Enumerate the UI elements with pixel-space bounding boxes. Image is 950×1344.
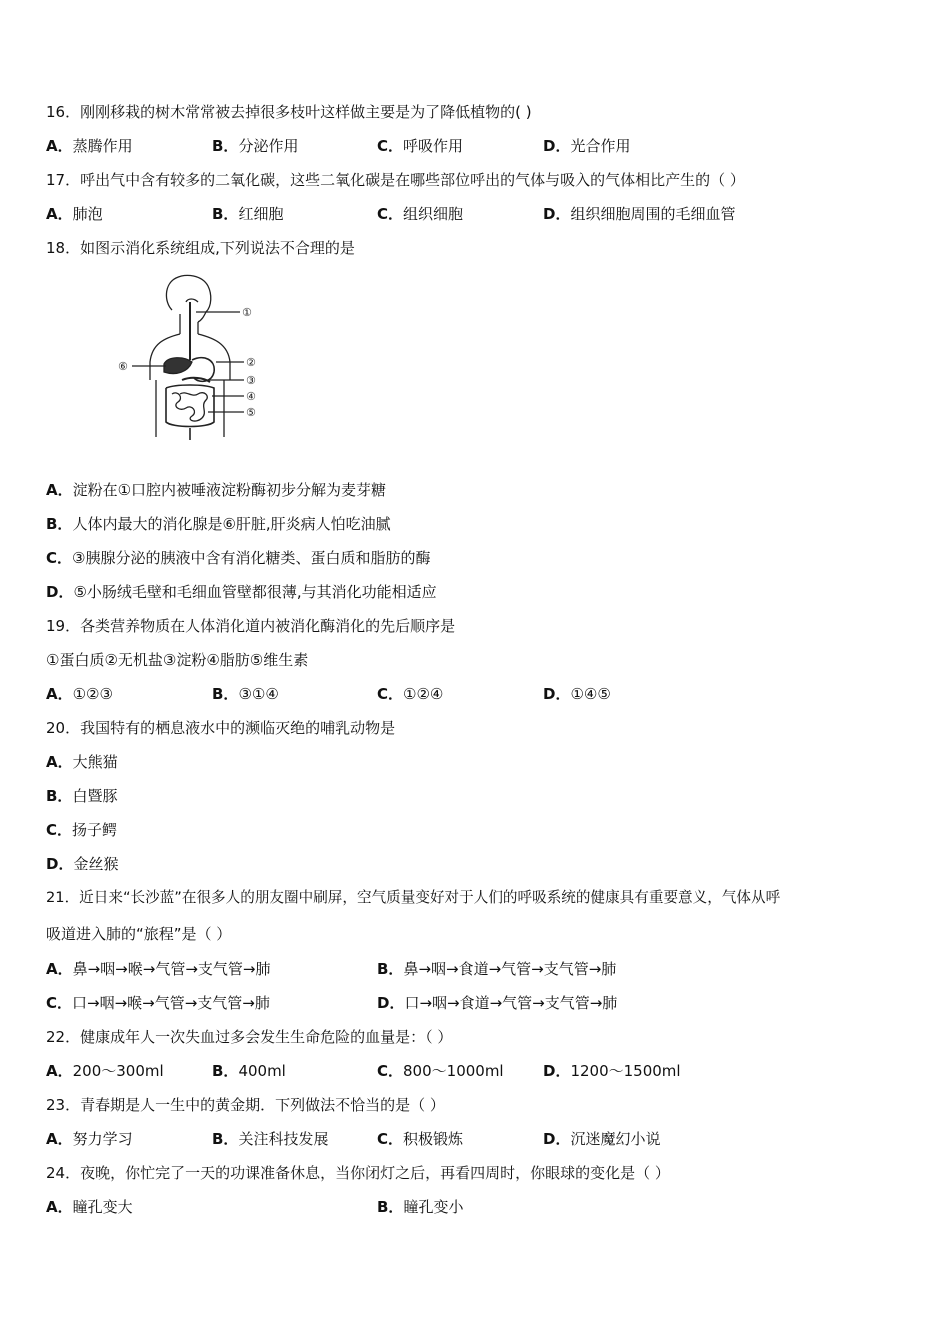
q19-stem: 19．各类营养物质在人体消化道内被消化酶消化的先后顺序是 [46,617,456,635]
q22-options [46,1060,906,1082]
figure-label-2: ② [246,356,256,369]
q19-option-c[interactable]: C．①②④ [377,685,444,703]
q20-stem: 20．我国特有的栖息液水中的濒临灭绝的哺乳动物是 [46,719,396,737]
figure-label-6: ⑥ [118,360,128,373]
q16-option-b[interactable]: B．分泌作用 [212,137,299,155]
q17-options [46,203,906,225]
figure-label-5: ⑤ [246,406,256,419]
q24-option-b[interactable]: B．瞳孔变小 [377,1198,464,1216]
figure-label-1: ① [242,306,252,319]
q22-option-b[interactable]: B．400ml [212,1062,286,1080]
q23-option-c[interactable]: C．积极锻炼 [377,1130,464,1148]
q16-option-d[interactable]: D．光合作用 [543,137,631,155]
q21-stem-line1: 21．近日来“长沙蓝”在很多人的朋友圈中刷屏，空气质量变好对于人们的呼吸系统的健康具有重要意义，气体从呼 [46,889,781,906]
q23-option-b[interactable]: B．关注科技发展 [212,1130,329,1148]
small-intestine [172,393,207,421]
q23-option-d[interactable]: D．沉迷魔幻小说 [543,1130,661,1148]
mouth-cavity [186,299,198,302]
q24-option-a[interactable]: A．瞳孔变大 [46,1198,133,1216]
liver-shape [164,358,192,374]
q21-option-d[interactable]: D．口→咽→食道→气管→支气管→肺 [377,994,618,1012]
q21-option-c[interactable]: C．口→咽→喉→气管→支气管→肺 [46,994,270,1012]
q17-stem: 17．呼出气中含有较多的二氧化碳，这些二氧化碳是在哪些部位呼出的气体与吸入的气体相比产生的（ ） [46,171,745,189]
figure-label-3: ③ [246,374,256,387]
large-intestine [166,385,214,427]
q19-option-d[interactable]: D．①④⑤ [543,685,611,703]
q18-option-b[interactable]: B．人体内最大的消化腺是⑥肝脏,肝炎病人怕吃油腻 [46,515,391,533]
q20-option-a[interactable]: A．大熊猫 [46,753,118,771]
q20-option-b[interactable]: B．白暨豚 [46,787,118,805]
q23-options [46,1128,906,1150]
q22-option-d[interactable]: D．1200～1500ml [543,1062,681,1080]
q22-option-c[interactable]: C．800～1000ml [377,1062,504,1080]
q16-stem: 16．刚刚移栽的树木常常被去掉很多枝叶这样做主要是为了降低植物的( ) [46,103,532,121]
figure-label-4: ④ [246,390,256,403]
q20-option-c[interactable]: C．扬子鳄 [46,821,118,839]
q17-option-d[interactable]: D．组织细胞周围的毛细血管 [543,205,736,223]
q23-stem: 23．青春期是人一生中的黄金期．下列做法不恰当的是（ ） [46,1096,445,1114]
q21-stem-line2: 吸道进入肺的“旅程”是（ ） [46,925,232,943]
digestive-system-figure [112,272,272,447]
q19-sub: ①蛋白质②无机盐③淀粉④脂肪⑤维生素 [46,651,309,669]
q21-option-b[interactable]: B．鼻→咽→食道→气管→支气管→肺 [377,960,617,978]
q17-option-b[interactable]: B．红细胞 [212,205,284,223]
q23-option-a[interactable]: A．努力学习 [46,1130,133,1148]
q16-option-a[interactable]: A．蒸腾作用 [46,137,133,155]
q18-option-c[interactable]: C．③胰腺分泌的胰液中含有消化糖类、蛋白质和脂肪的酶 [46,549,431,567]
q24-options [46,1196,906,1218]
q21-options-row1 [46,958,906,980]
q18-option-d[interactable]: D．⑤小肠绒毛壁和毛细血管壁都很薄,与其消化功能相适应 [46,583,437,601]
q17-option-a[interactable]: A．肺泡 [46,205,103,223]
q19-options [46,683,906,705]
q21-options-row2 [46,992,906,1014]
q18-option-a[interactable]: A．淀粉在①口腔内被唾液淀粉酶初步分解为麦芽糖 [46,481,387,499]
q22-stem: 22．健康成年人一次失血过多会发生生命危险的血量是：（ ） [46,1028,453,1046]
q17-option-c[interactable]: C．组织细胞 [377,205,464,223]
q16-options [46,135,906,157]
q19-option-a[interactable]: A．①②③ [46,685,113,703]
q16-option-c[interactable]: C．呼吸作用 [377,137,464,155]
q19-option-b[interactable]: B．③①④ [212,685,279,703]
q20-option-d[interactable]: D．金丝猴 [46,855,119,873]
q18-stem: 18．如图示消化系统组成,下列说法不合理的是 [46,239,355,257]
head-outline [166,275,210,322]
q22-option-a[interactable]: A．200～300ml [46,1062,164,1080]
q24-stem: 24．夜晚，你忙完了一天的功课准备休息，当你闭灯之后，再看四周时，你眼球的变化是（ ） [46,1164,670,1182]
q21-option-a[interactable]: A．鼻→咽→喉→气管→支气管→肺 [46,960,271,978]
